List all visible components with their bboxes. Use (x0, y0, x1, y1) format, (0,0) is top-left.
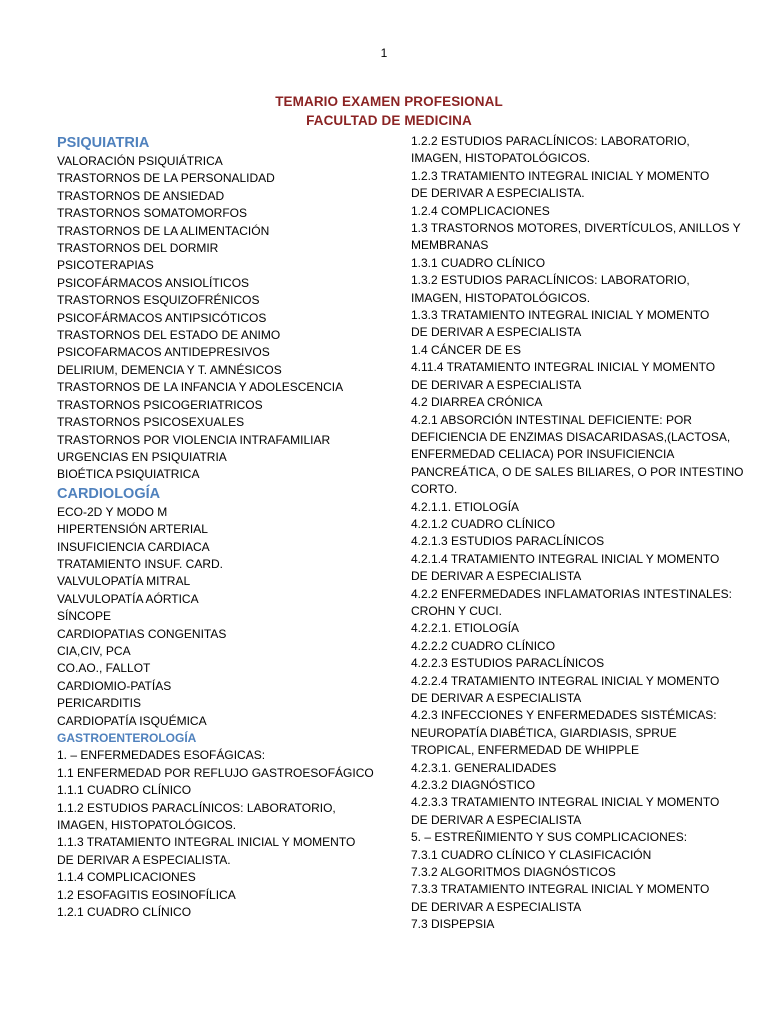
topic-line: 1. – ENFERMEDADES ESOFÁGICAS: (57, 748, 266, 763)
topic-line: 1.2.2 ESTUDIOS PARACLÍNICOS: LABORATORIO, (411, 134, 690, 148)
topic-line: DE DERIVAR A ESPECIALISTA (411, 569, 582, 584)
topic-line: CARDIOPATÍA ISQUÉMICA (57, 713, 207, 728)
topic-line: 7.3.1 CUADRO CLÍNICO Y CLASIFICACIÓN (411, 847, 652, 862)
topic-line: 1.2.3 TRATAMIENTO INTEGRAL INICIAL Y MOMENTO (411, 168, 710, 183)
topic-line: 4.2.1.3 ESTUDIOS PARACLÍNICOS (411, 534, 605, 549)
topic-line: 1.3.1 CUADRO CLÍNICO (411, 255, 546, 270)
topic-line: TRASTORNOS SOMATOMORFOS (57, 206, 248, 221)
topic-line: 1.2.4 COMPLICACIONES (411, 203, 550, 218)
topic-line: VALVULOPATÍA AÓRTICA (57, 591, 199, 606)
topic-line: PSICOFARMACOS ANTIDEPRESIVOS (57, 345, 270, 360)
topic-line: PSICOFÁRMACOS ANSIOLÍTICOS (57, 275, 250, 290)
topic-line: IMAGEN, HISTOPATOLÓGICOS. (57, 818, 237, 833)
topic-line: 4.11.4 TRATAMIENTO INTEGRAL INICIAL Y MOMENTO (411, 360, 716, 375)
topic-line: 4.2.1.4 TRATAMIENTO INTEGRAL INICIAL Y MOMENTO (411, 551, 720, 566)
topic-line: BIOÉTICA PSIQUIATRICA (57, 467, 200, 482)
topic-line: 1.2.1 CUADRO CLÍNICO (57, 905, 192, 920)
topic-line: 4.2.1 ABSORCIÓN INTESTINAL DEFICIENTE: POR (411, 412, 692, 427)
section-heading: GASTROENTEROLOGÍA (57, 731, 197, 745)
topic-line: IMAGEN, HISTOPATOLÓGICOS. (411, 290, 591, 305)
topic-line: PANCREÁTICA, O DE SALES BILIARES, O POR INTESTINO (411, 464, 744, 479)
topic-line: TRASTORNOS DE LA ALIMENTACIÓN (57, 223, 270, 238)
topic-line: SÍNCOPE (57, 609, 112, 624)
topic-line: CIA,CIV, PCA (57, 643, 131, 658)
topic-line: 4.2.2.3 ESTUDIOS PARACLÍNICOS (411, 656, 605, 671)
topic-line: TRASTORNOS DEL DORMIR (57, 241, 219, 256)
topic-line: ENFERMEDAD CELIACA) POR INSUFICIENCIA (411, 447, 675, 462)
right-column (411, 133, 744, 934)
topic-line: 1.1.2 ESTUDIOS PARACLÍNICOS: LABORATORIO, (57, 800, 336, 815)
topic-line: 7.3 DISPEPSIA (411, 917, 495, 932)
topic-line: CARDIOMIO-PATÍAS (57, 678, 172, 693)
topic-line: URGENCIAS EN PSIQUIATRIA (57, 449, 227, 464)
topic-line: DE DERIVAR A ESPECIALISTA. (57, 852, 231, 867)
topic-line: CROHN Y CUCI. (411, 603, 502, 618)
topic-line: 4.2.3.2 DIAGNÓSTICO (411, 778, 536, 793)
topic-line: TRATAMIENTO INSUF. CARD. (57, 556, 224, 571)
topic-line: 1.1 ENFERMEDAD POR REFLUJO GASTROESOFÁGICO (57, 765, 374, 780)
topic-line: VALORACIÓN PSIQUIÁTRICA (57, 154, 223, 168)
topic-line: MEMBRANAS (411, 238, 489, 253)
topic-line: PERICARDITIS (57, 696, 142, 711)
topic-line: ECO-2D Y MODO M (57, 504, 168, 519)
topic-line: DEFICIENCIA DE ENZIMAS DISACARIDASAS,(LACTOSA, (411, 429, 731, 444)
topic-line: 4.2.3.3 TRATAMIENTO INTEGRAL INICIAL Y MOMENTO (411, 795, 720, 810)
topic-line: DE DERIVAR A ESPECIALISTA (411, 325, 582, 340)
topic-line: 5. – ESTREÑIMIENTO Y SUS COMPLICACIONES: (411, 830, 688, 845)
document-title: TEMARIO EXAMEN PROFESIONAL (275, 94, 503, 109)
topic-line: 4.2.3 INFECCIONES Y ENFERMEDADES SISTÉMICAS: (411, 708, 717, 723)
topic-line: NEUROPATÍA DIABÉTICA, GIARDIASIS, SPRUE (411, 725, 677, 740)
topic-line: 4.2.2.1. ETIOLOGÍA (411, 621, 520, 636)
document-subtitle: FACULTAD DE MEDICINA (306, 113, 472, 128)
topic-line: 4.2.2.4 TRATAMIENTO INTEGRAL INICIAL Y MOMENTO (411, 673, 720, 688)
topic-line: TRASTORNOS DE LA PERSONALIDAD (57, 171, 275, 186)
topic-line: 1.3.3 TRATAMIENTO INTEGRAL INICIAL Y MOMENTO (411, 308, 710, 323)
topic-line: 1.1.1 CUADRO CLÍNICO (57, 783, 192, 798)
topic-line: HIPERTENSIÓN ARTERIAL (57, 522, 208, 537)
topic-line: TRASTORNOS DE ANSIEDAD (57, 188, 225, 203)
topic-line: TRASTORNOS POR VIOLENCIA INTRAFAMILIAR (57, 432, 331, 447)
topic-line: DELIRIUM, DEMENCIA Y T. AMNÉSICOS (57, 362, 282, 377)
topic-line: TROPICAL, ENFERMEDAD DE WHIPPLE (411, 743, 640, 758)
topic-line: TRASTORNOS DEL ESTADO DE ANIMO (57, 328, 281, 343)
topic-line: 4.2.2.2 CUADRO CLÍNICO (411, 638, 556, 653)
left-column (57, 133, 397, 921)
topic-line: PSICOTERAPIAS (57, 258, 154, 273)
topic-line: 4.2.2 ENFERMEDADES INFLAMATORIAS INTESTINALES: (411, 586, 732, 601)
topic-line: TRASTORNOS PSICOSEXUALES (57, 415, 245, 430)
topic-line: IMAGEN, HISTOPATOLÓGICOS. (411, 151, 591, 166)
page-number: 1 (380, 46, 388, 60)
topic-line: CARDIOPATIAS CONGENITAS (57, 626, 227, 641)
topic-line: CO.AO., FALLOT (57, 661, 151, 676)
section-heading: CARDIOLOGÍA (57, 485, 161, 502)
topic-line: TRASTORNOS PSICOGERIATRICOS (57, 397, 263, 412)
topic-line: TRASTORNOS ESQUIZOFRÉNICOS (57, 293, 260, 308)
topic-line: 4.2.1.1. ETIOLOGÍA (411, 499, 520, 514)
section-heading: PSIQUIATRIA (57, 135, 150, 151)
topic-line: PSICOFÁRMACOS ANTIPSICÓTICOS (57, 310, 267, 325)
topic-line: 1.1.4 COMPLICACIONES (57, 870, 196, 885)
topic-line: 1.3.2 ESTUDIOS PARACLÍNICOS: LABORATORIO, (411, 273, 690, 288)
topic-line: VALVULOPATÍA MITRAL (57, 574, 191, 589)
topic-line: 1.2 ESOFAGITIS EOSINOFÍLICA (57, 887, 236, 902)
topic-line: DE DERIVAR A ESPECIALISTA (411, 377, 582, 392)
topic-line: 1.3 TRASTORNOS MOTORES, DIVERTÍCULOS, ANILLOS Y (411, 221, 741, 236)
topic-line: 1.1.3 TRATAMIENTO INTEGRAL INICIAL Y MOMENTO (57, 835, 356, 850)
topic-line: DE DERIVAR A ESPECIALISTA (411, 899, 582, 914)
topic-line: 4.2.3.1. GENERALIDADES (411, 760, 557, 775)
topic-line: CORTO. (411, 482, 458, 497)
topic-line: TRASTORNOS DE LA INFANCIA Y ADOLESCENCIA (57, 380, 344, 395)
topic-line: DE DERIVAR A ESPECIALISTA. (411, 186, 585, 201)
topic-line: 4.2.1.2 CUADRO CLÍNICO (411, 516, 556, 531)
topic-line: 7.3.2 ALGORITMOS DIAGNÓSTICOS (411, 865, 616, 880)
topic-line: 1.4 CÁNCER DE ES (411, 342, 522, 357)
topic-line: 4.2 DIARREA CRÓNICA (411, 395, 543, 410)
topic-line: DE DERIVAR A ESPECIALISTA (411, 812, 582, 827)
topic-line: INSUFICIENCIA CARDIACA (57, 539, 210, 554)
topic-line: DE DERIVAR A ESPECIALISTA (411, 691, 582, 705)
topic-line: 7.3.3 TRATAMIENTO INTEGRAL INICIAL Y MOMENTO (411, 882, 710, 897)
